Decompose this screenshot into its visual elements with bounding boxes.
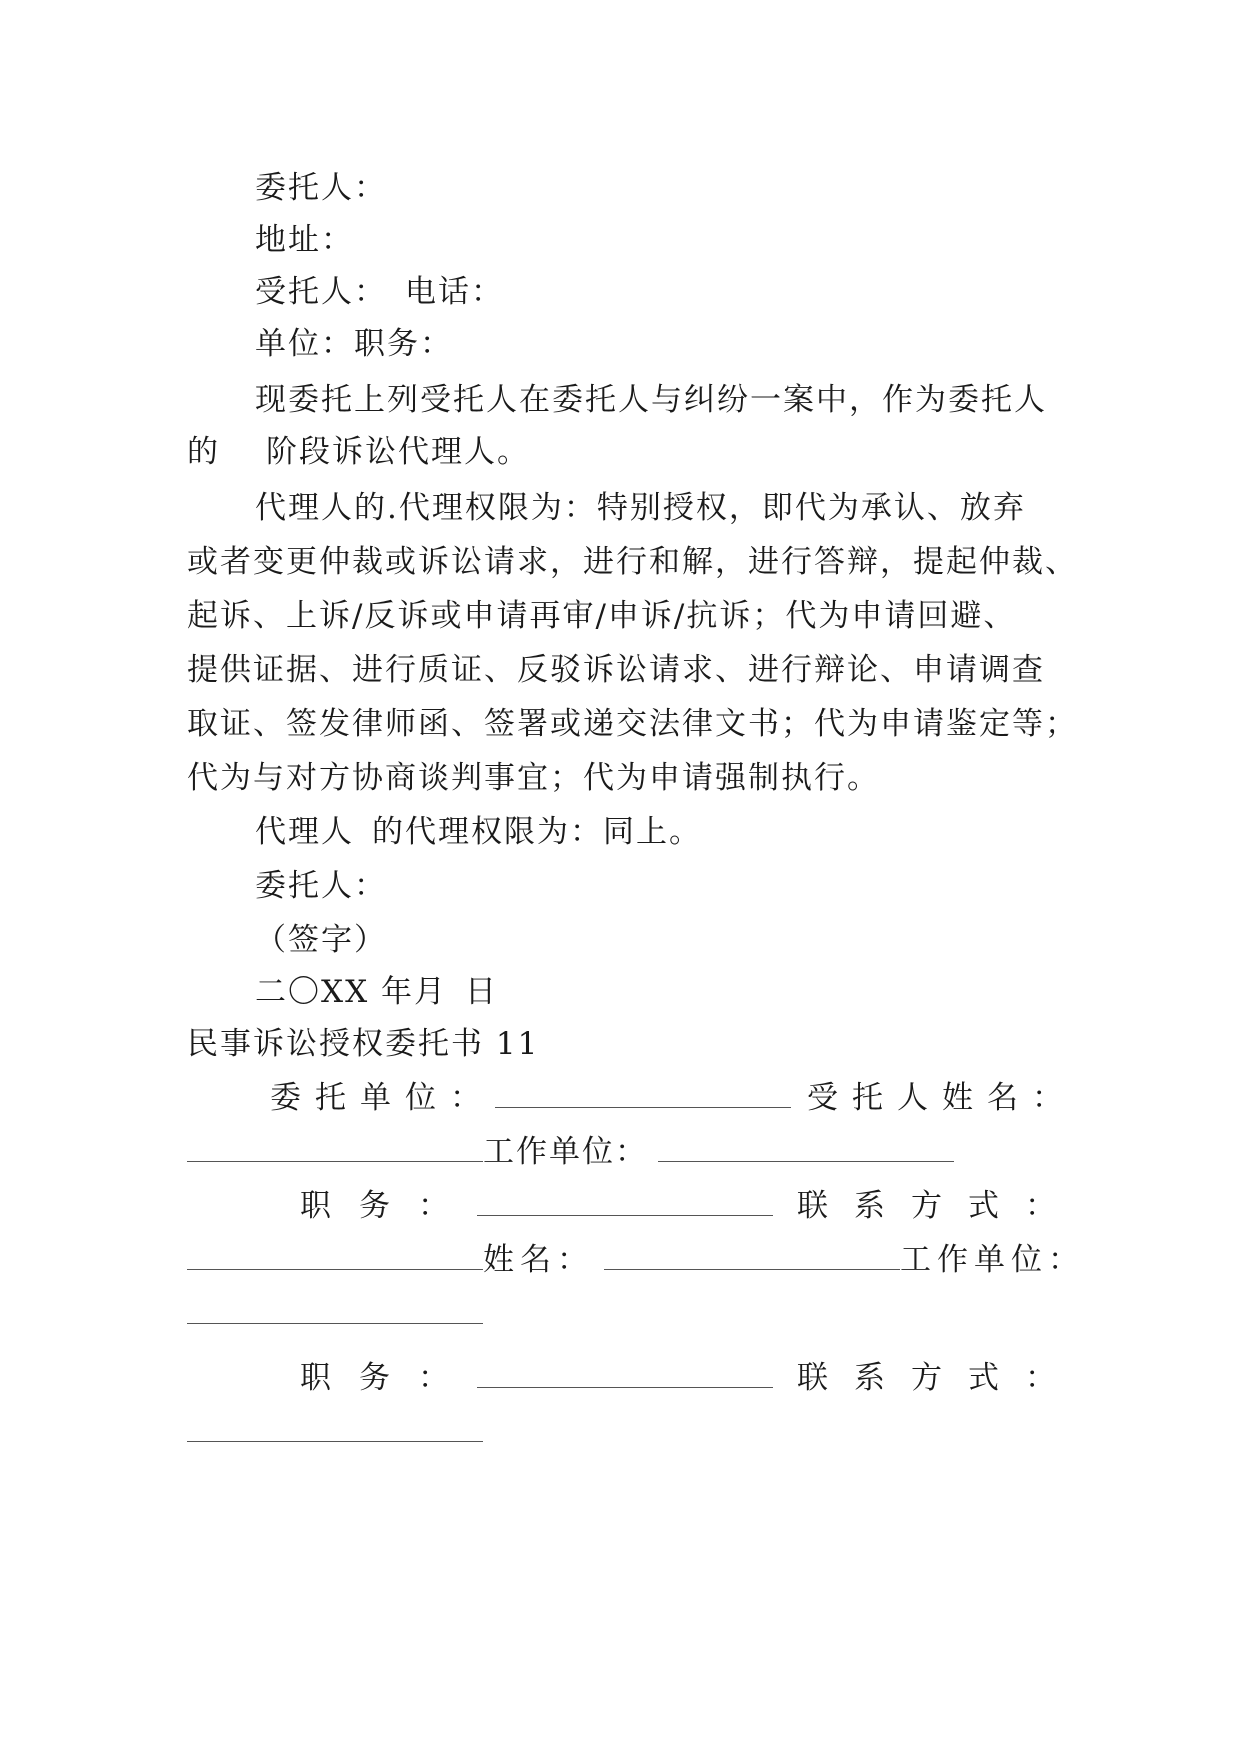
contact2-blank-row [187,1412,483,1452]
entrust-unit-blank[interactable] [495,1079,791,1108]
paragraph-2-line-4: 提供证据、进行质证、反驳诉讼请求、进行辩论、申请调查 [187,652,1045,688]
paragraph-2-line-1: 代理人的.代理权限为：特别授权，即代为承认、放弃 [255,490,1026,526]
post-blank[interactable] [477,1187,773,1216]
contact2-label: 联系方式： [797,1360,1082,1396]
work-unit-blank[interactable] [658,1133,954,1162]
paragraph-3: 代理人 的代理权限为：同上。 [255,814,702,850]
contact-label: 联系方式： [797,1188,1082,1224]
paragraph-1-line-1: 现委托上列受托人在委托人与纠纷一案中，作为委托人 [255,382,1047,418]
paragraph-2-line-6: 代为与对方协商谈判事宜；代为申请强制执行。 [187,760,880,796]
contact-blank[interactable] [187,1241,483,1270]
signature-note: （签字） [255,922,387,958]
post2-label: 职务： [300,1360,477,1396]
section-title: 民事诉讼授权委托书 11 [187,1026,540,1062]
trustee-phone-line [255,272,504,312]
work-unit-row [187,1132,954,1172]
contact2-blank[interactable] [187,1413,483,1442]
paragraph-2-line-5: 取证、签发律师函、签署或递交法律文书；代为申请鉴定等； [187,706,1078,742]
paragraph-2-line-3: 起诉、上诉/反诉或申请再审/申诉/抗诉；代为申请回避、 [187,598,1017,634]
entrust-unit-label: 委托单位： [270,1080,495,1116]
trustee-name-blank[interactable] [187,1133,483,1162]
work-unit2-blank-row [187,1294,483,1334]
work-unit2-label: 工作单位： [900,1242,1085,1278]
phone-label: 电话： [405,274,504,310]
name-blank[interactable] [604,1241,900,1270]
entrust-unit-row [270,1078,1077,1118]
post-contact-row [300,1186,1082,1226]
post-label: 职务： [300,1188,477,1224]
paragraph-2-line-2: 或者变更仲裁或诉讼请求，进行和解，进行答辩，提起仲裁、 [187,544,1078,580]
name-row [187,1240,1085,1280]
date-line: 二〇XX 年月 日 [255,974,498,1010]
signature-entrust-label: 委托人： [255,868,387,904]
entrust-person-label: 委托人： [255,170,387,206]
work-unit-label: 工作单位： [483,1134,648,1170]
post-contact-row-2 [300,1358,1082,1398]
address-label: 地址： [255,222,354,258]
trustee-label: 受托人： [255,274,387,310]
post2-blank[interactable] [477,1359,773,1388]
unit-post-label: 单位：职务： [255,326,453,362]
trustee-name-label: 受托人姓名： [807,1080,1077,1116]
name-label: 姓名： [483,1242,594,1278]
work-unit2-blank[interactable] [187,1295,483,1324]
paragraph-1-line-2: 的 阶段诉讼代理人。 [187,434,530,470]
